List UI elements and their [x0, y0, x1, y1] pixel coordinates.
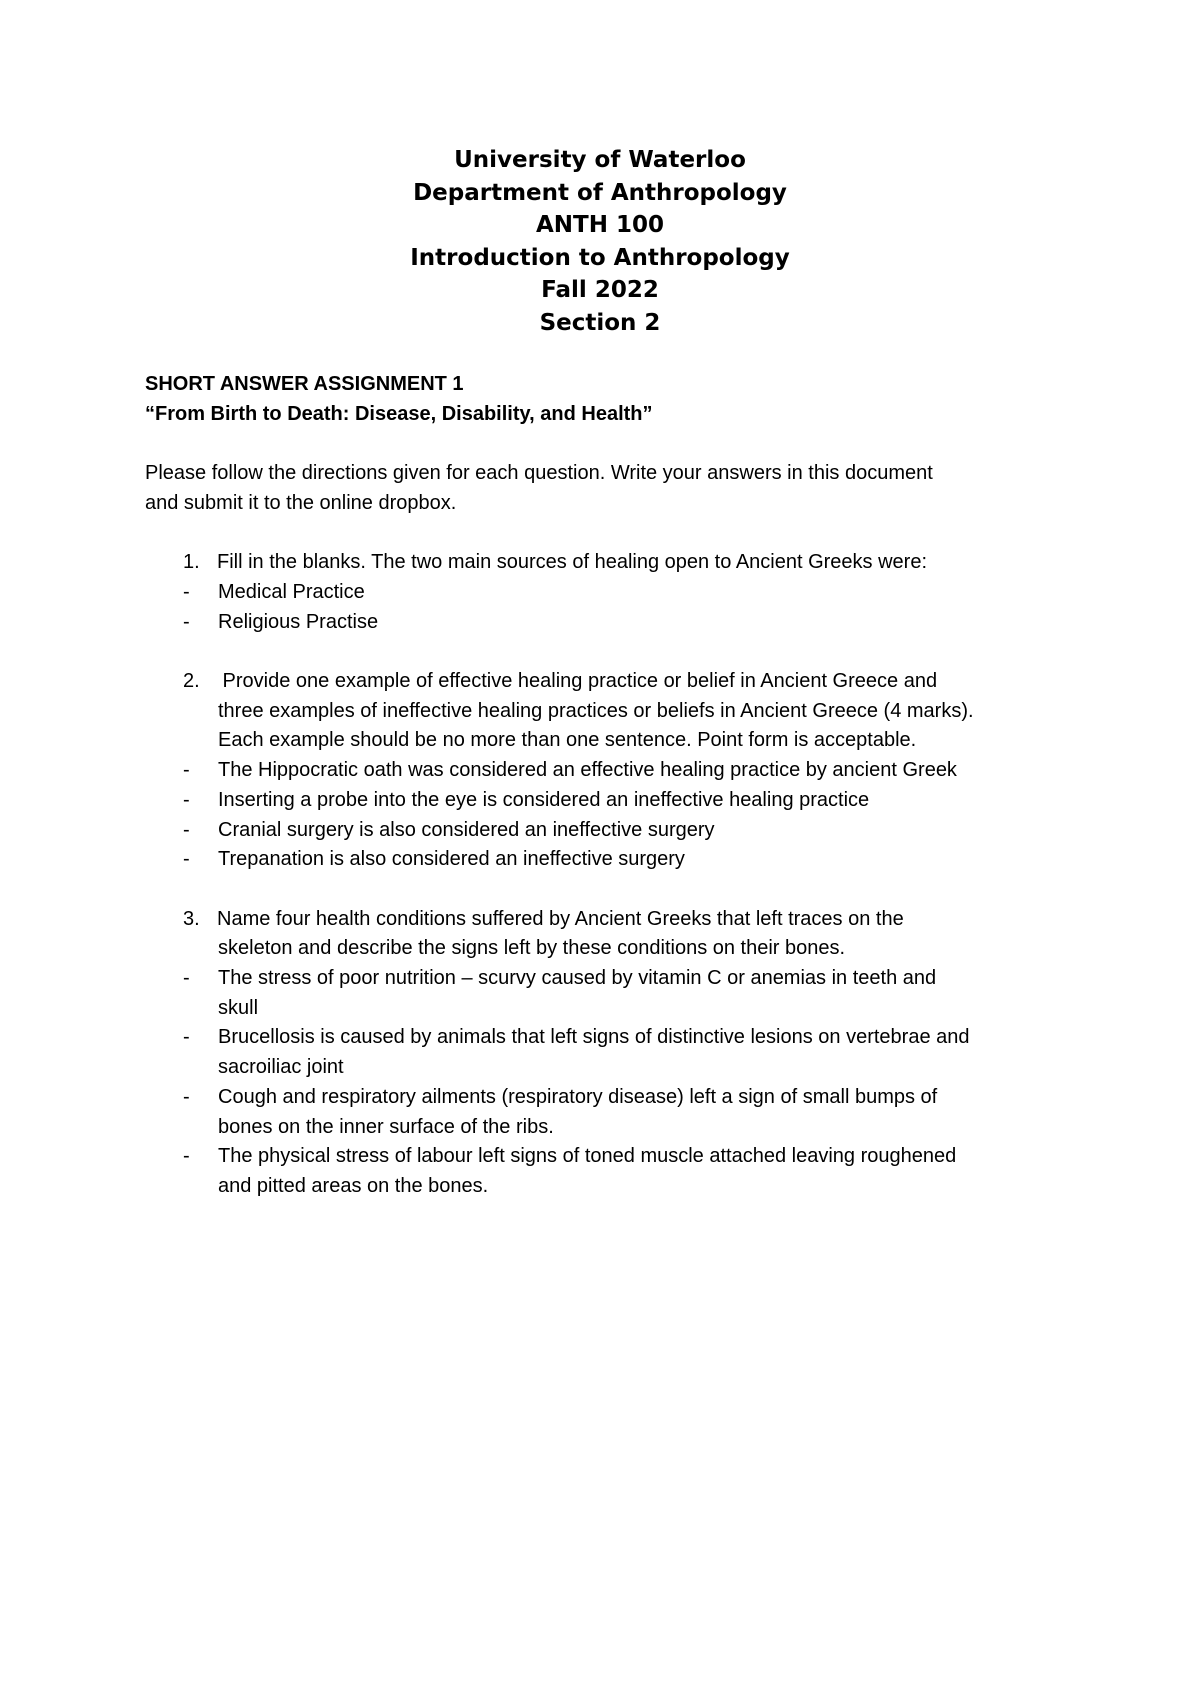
answer-text: Brucellosis is caused by animals that left signs of distinctive lesions on vertebrae and: [218, 1026, 970, 1049]
answer-item: [145, 578, 1075, 608]
answer-continuation: skull: [218, 996, 259, 1019]
question-number: 2.: [183, 669, 200, 692]
spacer: [145, 875, 1075, 905]
answer-item: [145, 964, 1075, 994]
questions-list: [145, 548, 1075, 1201]
question-prompt-text: Provide one example of effective healing practice or belief in Ancient Greece and: [217, 669, 938, 692]
answer-text: Cranial surgery is also considered an ineffective surgery: [218, 818, 715, 841]
answer-continuation: and pitted areas on the bones.: [218, 1174, 489, 1197]
question-prompt: [145, 548, 1075, 578]
answer-text: The stress of poor nutrition – scurvy caused by vitamin C or anemias in teeth and: [218, 967, 937, 989]
assignment-title: SHORT ANSWER ASSIGNMENT 1: [145, 373, 464, 395]
answer-text: Medical Practice: [218, 580, 365, 603]
document-header: [0, 144, 1200, 339]
answer-item: [145, 608, 1075, 638]
term: Fall 2022: [541, 277, 659, 303]
question-block: [145, 905, 1075, 1202]
spacer: [145, 519, 1075, 549]
dash-bullet-icon: -: [183, 759, 190, 782]
dash-bullet-icon: -: [183, 967, 190, 989]
instructions-line: and submit it to the online dropbox.: [145, 491, 457, 514]
answer-item: [145, 786, 1075, 816]
university-name: University of Waterloo: [454, 147, 746, 173]
dash-bullet-icon: -: [183, 1085, 190, 1108]
assignment-subtitle: “From Birth to Death: Disease, Disability, and Health”: [145, 402, 653, 425]
answer-item: [145, 845, 1075, 875]
section: Section 2: [539, 309, 661, 336]
answer-item: [145, 756, 1075, 786]
answer-text: Cough and respiratory ailments (respiratory disease) left a sign of small bumps of: [218, 1085, 938, 1108]
question-prompt: [145, 905, 1075, 935]
instructions-line: Please follow the directions given for each question. Write your answers in this document: [145, 462, 933, 485]
question-number: 3.: [183, 907, 200, 930]
answer-text: The Hippocratic oath was considered an effective healing practice by ancient Greek: [218, 759, 957, 782]
question-prompt-continuation: Each example should be no more than one sentence. Point form is acceptable.: [218, 729, 917, 752]
course-title: Introduction to Anthropology: [410, 244, 790, 271]
question-number: 1.: [183, 551, 200, 574]
question-prompt-text: Fill in the blanks. The two main sources of healing open to Ancient Greeks were:: [217, 551, 928, 574]
answer-text: Inserting a probe into the eye is considered an ineffective healing practice: [218, 788, 870, 811]
question-prompt-continuation: skeleton and describe the signs left by these conditions on their bones.: [218, 937, 846, 960]
dash-bullet-icon: -: [183, 848, 190, 871]
answer-continuation: bones on the inner surface of the ribs.: [218, 1115, 554, 1138]
spacer: [145, 637, 1075, 667]
answer-text: The physical stress of labour left signs of toned muscle attached leaving roughened: [218, 1145, 957, 1168]
answer-item: [145, 1142, 1075, 1172]
question-block: [145, 667, 1075, 905]
question-prompt-text: Name four health conditions suffered by Ancient Greeks that left traces on the: [217, 907, 904, 930]
answer-text: Religious Practise: [218, 610, 379, 633]
dash-bullet-icon: -: [183, 818, 190, 841]
dash-bullet-icon: -: [183, 1026, 190, 1049]
answer-text: Trepanation is also considered an ineffective surgery: [218, 848, 685, 871]
question-block: [145, 548, 1075, 667]
question-prompt: [145, 667, 1075, 697]
answer-item: [145, 1023, 1075, 1053]
spacer: [145, 429, 1075, 459]
question-prompt-continuation: three examples of ineffective healing practices or beliefs in Ancient Greece (4 marks).: [218, 699, 974, 722]
department-name: Department of Anthropology: [413, 179, 787, 206]
dash-bullet-icon: -: [183, 788, 190, 811]
dash-bullet-icon: -: [183, 580, 190, 603]
answer-continuation: sacroiliac joint: [218, 1056, 344, 1079]
document-body: [145, 370, 1075, 1202]
course-code: ANTH 100: [535, 212, 664, 238]
answer-item: [145, 1083, 1075, 1113]
dash-bullet-icon: -: [183, 610, 190, 633]
dash-bullet-icon: -: [183, 1145, 190, 1168]
answer-item: [145, 816, 1075, 846]
